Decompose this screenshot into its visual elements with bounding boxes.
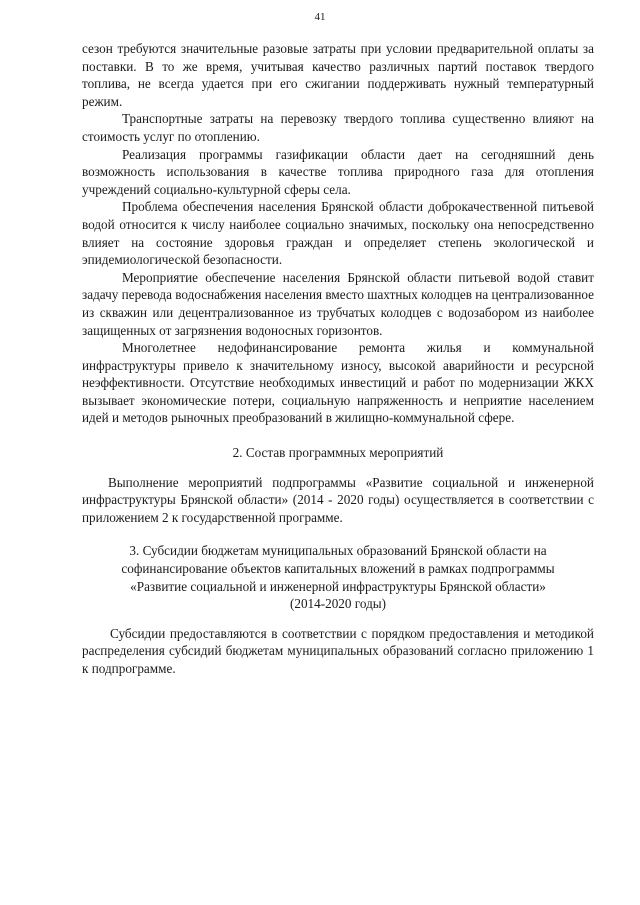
section-3-heading-line-3: «Развитие социальной и инженерной инфраструктуры Брянской области»: [130, 578, 546, 594]
page-number: 41: [314, 11, 326, 23]
section-2-paragraph: Выполнение мероприятий подпрограммы «Развитие социальной и инженерной инфраструктуры Брянской области» (2014 - 2020 годы) осуществляется в соответствии с приложением 2 к государственной программе.: [82, 474, 594, 525]
section-3-heading: [82, 542, 594, 612]
section-3-heading-line-2: софинансирование объектов капитальных вложений в рамках подпрограммы: [121, 561, 555, 577]
section-3-paragraph: Субсидии предоставляются в соответствии с порядком предоставления и методикой распределения субсидий бюджетам муниципальных образований согласно приложению 1 к подпрограмме.: [82, 625, 594, 676]
paragraph-water-supply-measure: Мероприятие обеспечение населения Брянской области питьевой водой ставит задачу перевода водоснабжения населения вместо шахтных колодцев на централизованное из скважин или децентрализованное из трубчатых колодцев с водозабором из наиболее защищенных от загрязнения водоносных горизонтов.: [82, 269, 594, 338]
paragraph-transport-costs: Транспортные затраты на перевозку твердого топлива существенно влияют на стоимость услуг по отоплению.: [82, 111, 594, 144]
section-2-heading: 2. Состав программных мероприятий: [232, 445, 444, 461]
paragraph-gasification: Реализация программы газификации области дает на сегодняшний день возможность использования в качестве топлива природного газа для отопления учреждений социально-культурной сферы села.: [82, 146, 594, 197]
paragraph-continued: сезон требуются значительные разовые затраты при условии предварительной оплаты за поставки. В то же время, учитывая качество различных партий поставок твердого топлива, не всегда удается при его сжигании поддерживать нужный температурный режим.: [82, 41, 594, 109]
section-3-heading-line-1: 3. Субсидии бюджетам муниципальных образований Брянской области на: [129, 543, 547, 559]
document-body: [82, 40, 594, 678]
section-3-heading-line-4: (2014-2020 годы): [289, 596, 387, 612]
paragraph-underfunding: Многолетнее недофинансирование ремонта жилья и коммунальной инфраструктуры привело к значительному износу, высокой аварийности и ресурсной неэффективности. Отсутствие необходимых инвестиций и работ по модернизации ЖКХ вызывает экономические потери, социальную напряженность и неприятие населением идей и методов рыночных преобразований в жилищно-коммунальной сфере.: [82, 340, 594, 426]
paragraph-drinking-water-problem: Проблема обеспечения населения Брянской области доброкачественной питьевой водой относится к числу наиболее социально значимых, поскольку она непосредственно влияет на состояние здоровья граждан и определяет степень экологической и эпидемиологической безопасности.: [82, 199, 594, 268]
